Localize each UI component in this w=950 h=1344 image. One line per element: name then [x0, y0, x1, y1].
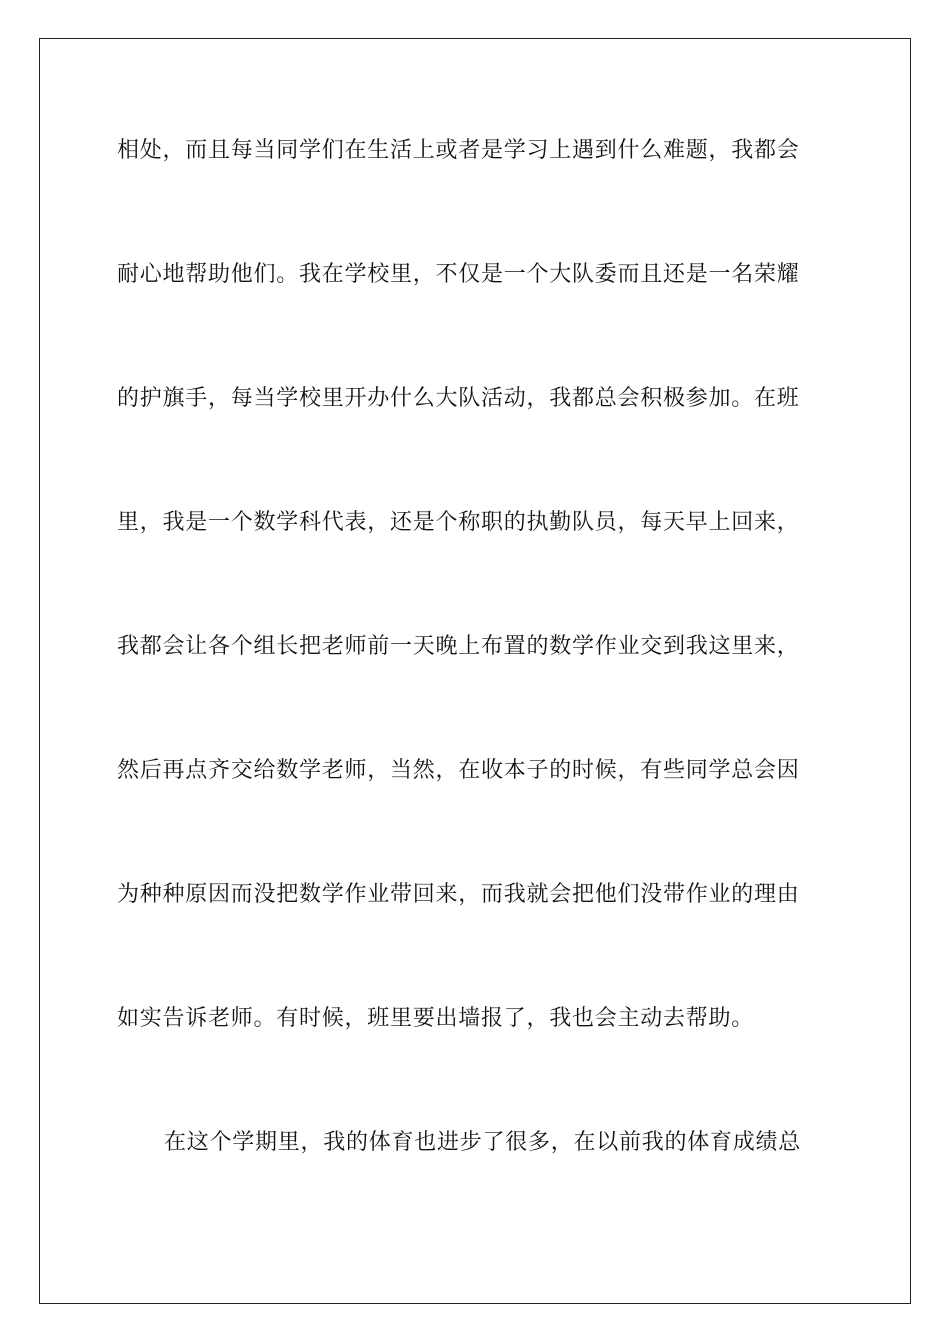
text-line-4: 里，我是一个数学科代表，还是个称职的执勤队员，每天早上回来， — [117, 510, 800, 535]
text-line-1: 相处，而且每当同学们在生活上或者是学习上遇到什么难题，我都会 — [117, 138, 800, 163]
page-border — [39, 38, 911, 1304]
text-line-3: 的护旗手，每当学校里开办什么大队活动，我都总会积极参加。在班 — [117, 386, 800, 411]
paragraph-start-line: 在这个学期里，我的体育也进步了很多，在以前我的体育成绩总 — [164, 1130, 802, 1155]
text-line-2: 耐心地帮助他们。我在学校里，不仅是一个大队委而且还是一名荣耀 — [117, 262, 800, 287]
text-line-6: 然后再点齐交给数学老师，当然，在收本子的时候，有些同学总会因 — [117, 758, 800, 783]
text-line-7: 为种种原因而没把数学作业带回来，而我就会把他们没带作业的理由 — [117, 882, 800, 907]
text-line-5: 我都会让各个组长把老师前一天晚上布置的数学作业交到我这里来， — [117, 634, 800, 659]
text-line-8: 如实告诉老师。有时候，班里要出墙报了，我也会主动去帮助。 — [117, 1006, 755, 1031]
